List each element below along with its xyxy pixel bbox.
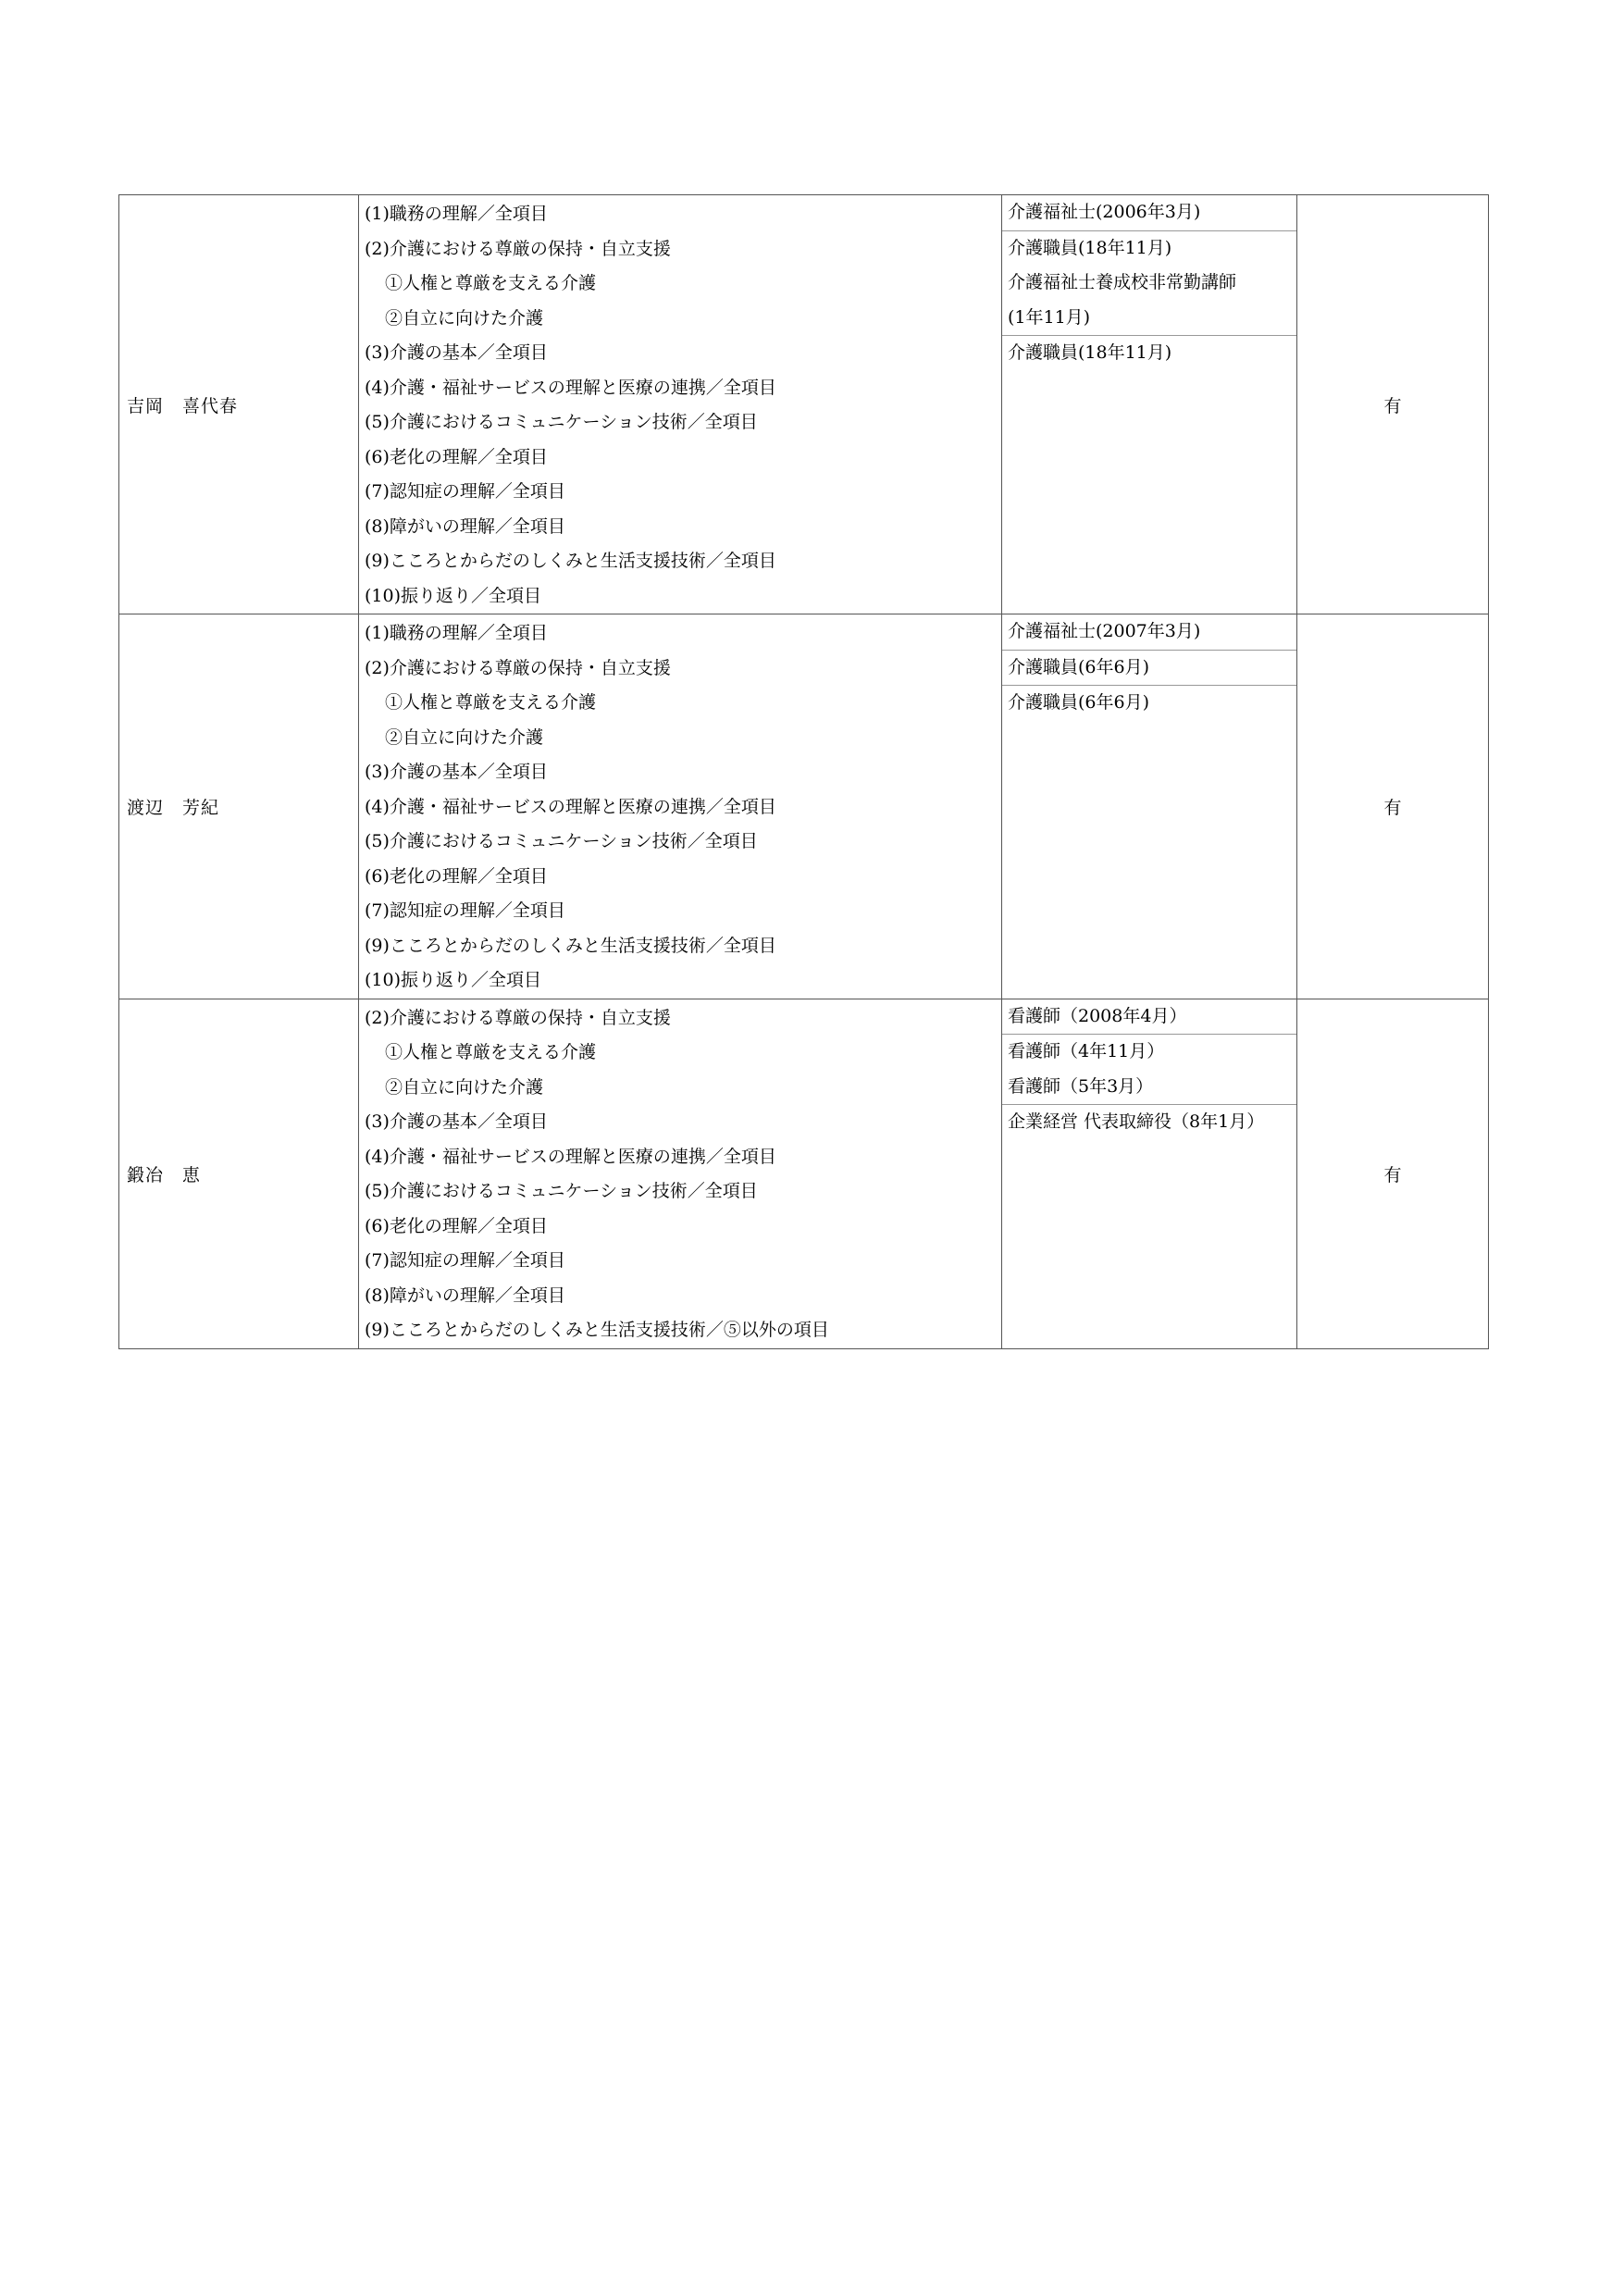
subject-item: (4)介護・福祉サービスの理解と医療の連携／全項目 — [365, 796, 776, 817]
qualification-item: 看護師（2008年4月） — [1008, 1005, 1187, 1026]
qualification-group — [1002, 651, 1296, 687]
qualification-item: (1年11月) — [1008, 306, 1091, 328]
subject-item: ②自立に向けた介護 — [385, 726, 544, 748]
subject-item: ②自立に向けた介護 — [385, 307, 544, 329]
subject-item: (8)障がいの理解／全項目 — [365, 515, 565, 537]
subject-list — [359, 195, 1002, 614]
subject-item: (8)障がいの理解／全項目 — [365, 1285, 565, 1306]
instructor-table-body — [119, 195, 1489, 1349]
qualification-group — [1002, 1105, 1296, 1140]
subject-item: (5)介護におけるコミュニケーション技術／全項目 — [365, 1181, 758, 1201]
qualification-group — [1002, 999, 1296, 1036]
subject-item: (6)老化の理解／全項目 — [365, 1215, 548, 1236]
qualification-list — [1002, 999, 1297, 1348]
qualification-group — [1002, 336, 1296, 371]
subject-item: (9)こころとからだのしくみと生活支援技術／全項目 — [365, 935, 776, 956]
subject-item: (3)介護の基本／全項目 — [365, 342, 548, 363]
subject-item: (5)介護におけるコミュニケーション技術／全項目 — [365, 412, 758, 432]
subject-item: (10)振り返り／全項目 — [365, 585, 542, 606]
subject-item: (2)介護における尊厳の保持・自立支援 — [365, 238, 671, 259]
qualification-item: 介護職員(6年6月) — [1008, 692, 1150, 713]
subject-item: (10)振り返り／全項目 — [365, 970, 542, 990]
qualification-list — [1002, 195, 1297, 614]
instructor-name: 吉岡 喜代春 — [119, 195, 359, 614]
subject-item: ①人権と尊厳を支える介護 — [385, 1042, 597, 1062]
table-row — [119, 614, 1489, 999]
subject-item: ①人権と尊厳を支える介護 — [385, 273, 597, 293]
table-row — [119, 195, 1489, 614]
qualification-group — [1002, 614, 1296, 651]
subject-item: (6)老化の理解／全項目 — [365, 865, 548, 887]
subject-item: (7)認知症の理解／全項目 — [365, 1250, 565, 1271]
qualification-group — [1002, 686, 1296, 721]
qualification-item: 介護職員(18年11月) — [1008, 237, 1172, 258]
qualification-list — [1002, 614, 1297, 999]
qualification-item: 介護職員(18年11月) — [1008, 342, 1172, 363]
qualification-item: 介護福祉士養成校非常勤講師 — [1008, 272, 1237, 292]
subject-list — [359, 999, 1002, 1348]
qualification-item: 介護福祉士(2006年3月) — [1008, 202, 1201, 222]
subject-item: (5)介護におけるコミュニケーション技術／全項目 — [365, 831, 758, 851]
qualification-item: 企業経営 代表取締役（8年1月） — [1008, 1111, 1265, 1132]
subject-item: (2)介護における尊厳の保持・自立支援 — [365, 657, 671, 678]
qualification-item: 看護師（4年11月） — [1008, 1041, 1165, 1061]
table-row — [119, 999, 1489, 1348]
subject-item: (1)職務の理解／全項目 — [365, 204, 548, 224]
instructor-table — [118, 194, 1489, 1349]
qualification-item: 介護職員(6年6月) — [1008, 656, 1150, 677]
qualification-item: 看護師（5年3月） — [1008, 1075, 1154, 1097]
status-flag: 有 — [1297, 614, 1489, 999]
subject-item: (3)介護の基本／全項目 — [365, 762, 548, 782]
qualification-group — [1002, 195, 1296, 231]
subject-item: ②自立に向けた介護 — [385, 1076, 544, 1098]
subject-item: (4)介護・福祉サービスの理解と医療の連携／全項目 — [365, 1146, 776, 1167]
subject-list — [359, 614, 1002, 999]
status-flag: 有 — [1297, 195, 1489, 614]
subject-item: (3)介護の基本／全項目 — [365, 1111, 548, 1132]
qualification-item: 介護福祉士(2007年3月) — [1008, 621, 1201, 641]
status-flag: 有 — [1297, 999, 1489, 1348]
subject-item: ①人権と尊厳を支える介護 — [385, 692, 597, 713]
subject-item: (9)こころとからだのしくみと生活支援技術／全項目 — [365, 551, 776, 571]
subject-item: (1)職務の理解／全項目 — [365, 623, 548, 643]
subject-item: (9)こころとからだのしくみと生活支援技術／⑤以外の項目 — [365, 1320, 829, 1340]
subject-item: (7)認知症の理解／全項目 — [365, 481, 565, 502]
subject-item: (7)認知症の理解／全項目 — [365, 900, 565, 921]
subject-item: (6)老化の理解／全項目 — [365, 446, 548, 467]
instructor-name: 鍛冶 恵 — [119, 999, 359, 1348]
subject-item: (2)介護における尊厳の保持・自立支援 — [365, 1007, 671, 1028]
instructor-name: 渡辺 芳紀 — [119, 614, 359, 999]
qualification-group — [1002, 1035, 1296, 1105]
subject-item: (4)介護・福祉サービスの理解と医療の連携／全項目 — [365, 377, 776, 398]
qualification-group — [1002, 231, 1296, 337]
